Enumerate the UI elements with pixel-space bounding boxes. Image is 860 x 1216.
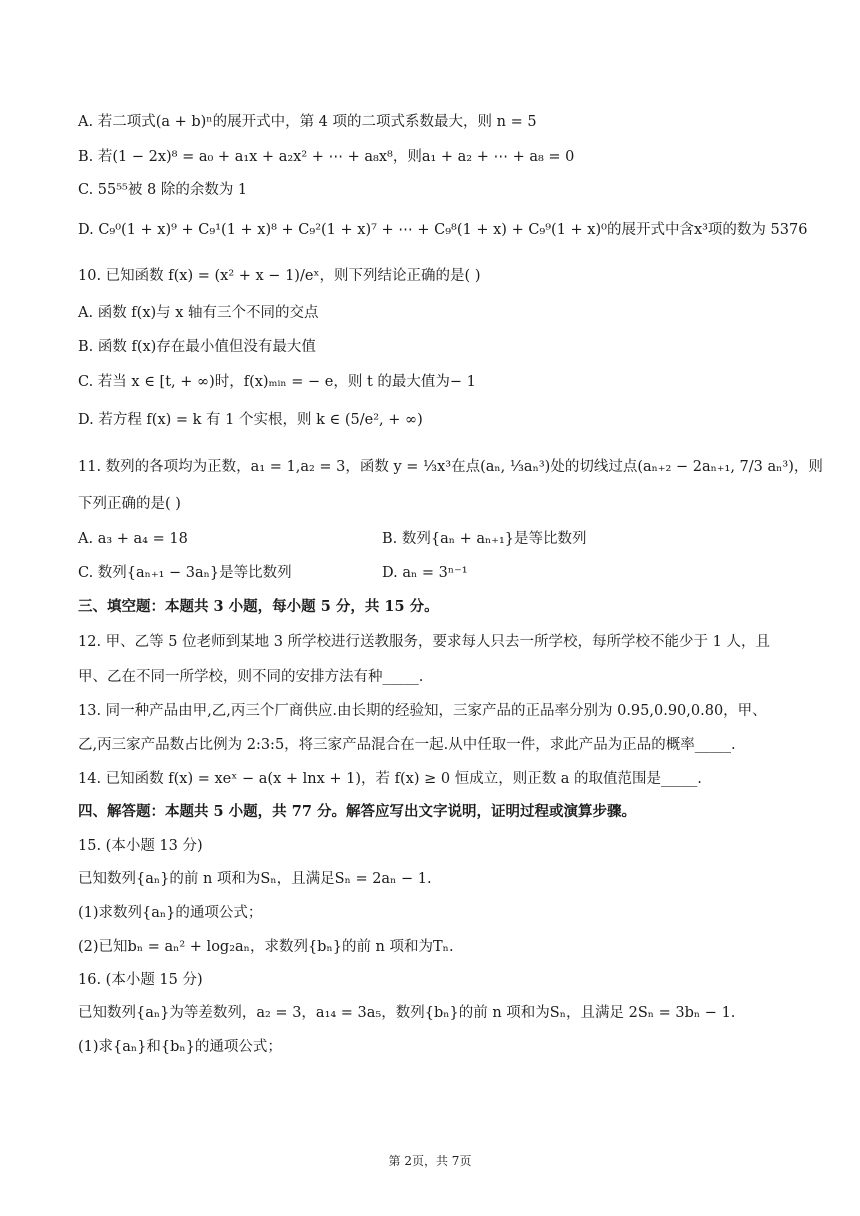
q10-stem: 10. 已知函数 f(x) = (x² + x − 1)/eˣ，则下列结论正确的是( ) xyxy=(78,268,481,284)
q13-line1: 13. 同一种产品由甲,乙,丙三个厂商供应.由长期的经验知，三家产品的正品率分别为 0.95,0.90,0.80，甲、 xyxy=(78,703,767,719)
q11-stem: 11. 数列的各项均为正数，a₁ = 1,a₂ = 3，函数 y = ⅓x³在点(aₙ, ⅓aₙ³)处的切线过点(aₙ₊₂ − 2aₙ₊₁, 7/3 aₙ³)，则 xyxy=(78,459,823,475)
q11-option-d: D. aₙ = 3ⁿ⁻¹ xyxy=(382,565,468,581)
q10-option-a: A. 函数 f(x)与 x 轴有三个不同的交点 xyxy=(78,305,319,321)
q15-title: 15. (本小题 13 分) xyxy=(78,838,203,854)
q16-part1: (1)求{aₙ}和{bₙ}的通项公式； xyxy=(78,1039,282,1055)
q10-option-b: B. 函数 f(x)存在最小值但没有最大值 xyxy=(78,339,316,355)
q10-option-d: D. 若方程 f(x) = k 有 1 个实根，则 k ∈ (5/e², + ∞) xyxy=(78,412,423,428)
q11-option-a: A. a₃ + a₄ = 18 xyxy=(78,531,188,547)
q9-option-a: A. 若二项式(a + b)ⁿ的展开式中，第 4 项的二项式系数最大，则 n = 5 xyxy=(78,114,537,130)
q9-option-d: D. C₉⁰(1 + x)⁹ + C₉¹(1 + x)⁸ + C₉²(1 + x)⁷ + ⋯ + C₉⁸(1 + x) + C₉⁹(1 + x)⁰的展开式中含x³项的数为 5376 xyxy=(78,222,808,238)
q12-line1: 12. 甲、乙等 5 位老师到某地 3 所学校进行送教服务，要求每人只去一所学校，每所学校不能少于 1 人，且 xyxy=(78,634,770,650)
q9-option-c: C. 55⁵⁵被 8 除的余数为 1 xyxy=(78,182,248,198)
q11-stem-cont: 下列正确的是( ) xyxy=(78,496,181,512)
q14: 14. 已知函数 f(x) = xeˣ − a(x + lnx + 1)，若 f(x) ≥ 0 恒成立，则正数 a 的取值范围是_____. xyxy=(78,771,702,787)
q11-option-c: C. 数列{aₙ₊₁ − 3aₙ}是等比数列 xyxy=(78,565,292,581)
q11-option-b: B. 数列{aₙ + aₙ₊₁}是等比数列 xyxy=(382,531,587,547)
q10-option-c: C. 若当 x ∈ [t, + ∞)时，f(x)ₘᵢₙ = − e，则 t 的最大值为− 1 xyxy=(78,374,476,390)
q13-line2: 乙,丙三家产品数占比例为 2:3:5，将三家产品混合在一起.从中任取一件，求此产品为正品的概率_____. xyxy=(78,737,736,753)
q11-options-row1 xyxy=(78,529,790,549)
q15-stem: 已知数列{aₙ}的前 n 项和为Sₙ，且满足Sₙ = 2aₙ − 1. xyxy=(78,871,432,887)
q11-options-row2 xyxy=(78,563,790,583)
q16-stem: 已知数列{aₙ}为等差数列，a₂ = 3，a₁₄ = 3a₅，数列{bₙ}的前 n 项和为Sₙ，且满足 2Sₙ = 3bₙ − 1. xyxy=(78,1005,736,1021)
q9-option-b: B. 若(1 − 2x)⁸ = a₀ + a₁x + a₂x² + ⋯ + a₈x⁸，则a₁ + a₂ + ⋯ + a₈ = 0 xyxy=(78,149,575,165)
section-answer-heading: 四、解答题：本题共 5 小题，共 77 分。解答应写出文字说明，证明过程或演算步骤。 xyxy=(78,803,636,820)
q16-title: 16. (本小题 15 分) xyxy=(78,972,203,988)
section-fill-blank-heading: 三、填空题：本题共 3 小题，每小题 5 分，共 15 分。 xyxy=(78,598,439,615)
q12-line2: 甲、乙在不同一所学校，则不同的安排方法有种_____. xyxy=(78,669,424,685)
q15-part1: (1)求数列{aₙ}的通项公式； xyxy=(78,905,263,921)
q15-part2: (2)已知bₙ = aₙ² + log₂aₙ，求数列{bₙ}的前 n 项和为Tₙ. xyxy=(78,939,454,955)
page-footer: 第 2页，共 7页 xyxy=(388,1154,472,1168)
